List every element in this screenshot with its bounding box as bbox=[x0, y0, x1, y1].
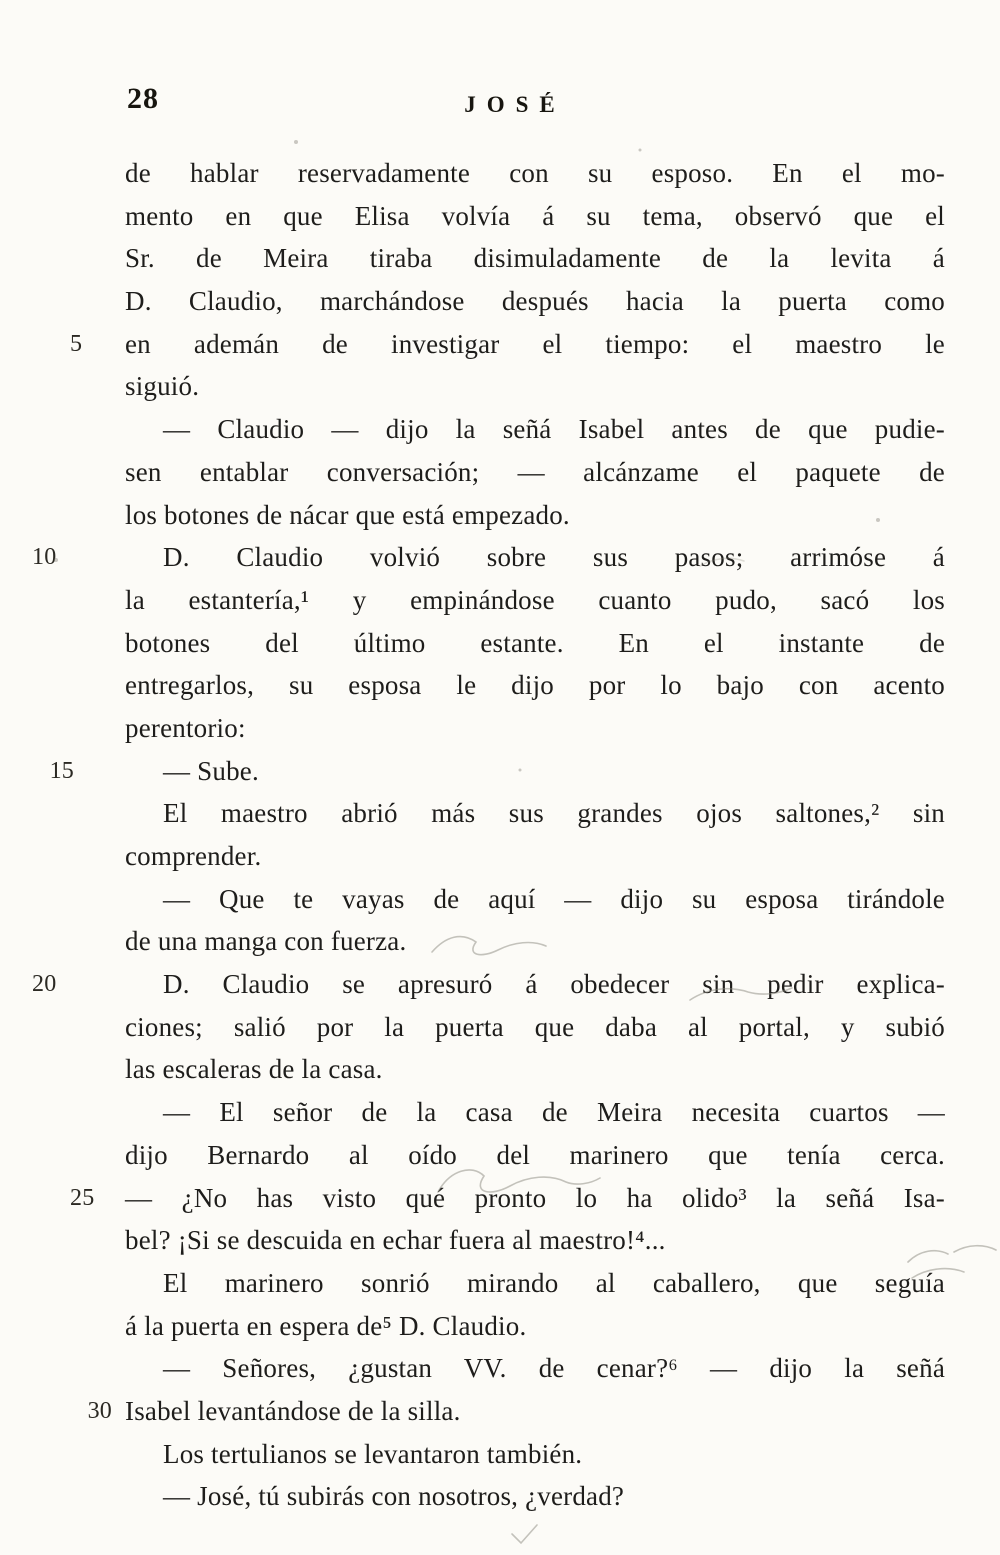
margin-line-number: 15 bbox=[49, 757, 74, 784]
line-text: bel? ¡Si se descuida en echar fuera al maestro!⁴... bbox=[125, 1225, 666, 1256]
line-text: ciones; salió por la puerta que daba al portal, y subió bbox=[125, 1011, 945, 1042]
line-text: botones del último estante. En el instante de bbox=[125, 627, 945, 658]
text-line bbox=[32, 963, 945, 1006]
line-text: — El señor de la casa de Meira necesita cuartos — bbox=[163, 1097, 945, 1128]
line-text: dijo Bernardo al oído del marinero que tenía cerca. bbox=[125, 1139, 945, 1170]
text-line bbox=[125, 1006, 945, 1049]
line-text: sen entablar conversación; — alcánzame el paquete de bbox=[125, 456, 945, 487]
line-text: — ¿No has visto qué pronto lo ha olido³ la señá Isa- bbox=[125, 1182, 945, 1213]
text-line bbox=[87, 1390, 945, 1433]
text-line bbox=[125, 622, 945, 665]
line-text: D. Claudio volvió sobre sus pasos; arrimóse á bbox=[163, 542, 945, 573]
text-line bbox=[125, 1433, 945, 1476]
line-text: perentorio: bbox=[125, 712, 246, 743]
text-line bbox=[125, 451, 945, 494]
ink-speck bbox=[294, 140, 298, 144]
text-line bbox=[125, 664, 945, 707]
margin-line-number: 5 bbox=[70, 330, 83, 357]
text-line bbox=[125, 1048, 945, 1091]
text-line bbox=[125, 365, 945, 408]
text-line bbox=[125, 280, 945, 323]
text-line bbox=[125, 1262, 945, 1305]
text-line bbox=[125, 920, 945, 963]
text-line bbox=[125, 707, 945, 750]
line-text: D. Claudio se apresuró á obedecer sin pedir explica- bbox=[163, 969, 945, 1000]
line-text: — José, tú subirás con nosotros, ¿verdad? bbox=[163, 1481, 625, 1512]
text-line bbox=[125, 152, 945, 195]
line-text: — Que te vayas de aquí — dijo su esposa tirándole bbox=[163, 883, 945, 914]
text-line bbox=[125, 1219, 945, 1262]
line-text: entregarlos, su esposa le dijo por lo bajo con acento bbox=[125, 670, 945, 701]
text-line bbox=[49, 750, 945, 793]
text-line bbox=[125, 1347, 945, 1390]
margin-line-number: 20 bbox=[32, 971, 57, 998]
line-text: siguió. bbox=[125, 371, 200, 402]
text-line bbox=[125, 494, 945, 537]
margin-line-number: 30 bbox=[87, 1397, 112, 1424]
margin-line-number: 25 bbox=[70, 1184, 95, 1211]
text-line bbox=[70, 1177, 945, 1220]
line-text: mento en que Elisa volvía á su tema, observó que el bbox=[125, 200, 945, 231]
page-header-title: JOSÉ bbox=[464, 92, 566, 117]
line-text: El maestro abrió más sus grandes ojos saltones,² sin bbox=[163, 798, 945, 829]
line-text: — Señores, ¿gustan VV. de cenar?⁶ — dijo la señá bbox=[163, 1353, 945, 1384]
line-text: Sr. de Meira tiraba disimuladamente de la levita á bbox=[125, 243, 945, 274]
line-text: Isabel levantándose de la silla. bbox=[125, 1395, 461, 1426]
line-text: — Claudio — dijo la señá Isabel antes de que pudie- bbox=[163, 414, 945, 445]
page-number: 28 bbox=[127, 82, 159, 115]
text-line bbox=[70, 323, 945, 366]
text-line bbox=[125, 1091, 945, 1134]
text-line bbox=[125, 878, 945, 921]
line-text: Los tertulianos se levantaron también. bbox=[163, 1438, 583, 1469]
text-line bbox=[125, 1475, 945, 1518]
line-text: las escaleras de la casa. bbox=[125, 1054, 383, 1085]
line-text: los botones de nácar que está empezado. bbox=[125, 499, 570, 530]
text-line bbox=[125, 1134, 945, 1177]
text-line bbox=[125, 792, 945, 835]
text-line bbox=[125, 195, 945, 238]
margin-line-number: 10 bbox=[32, 544, 57, 571]
text-line bbox=[125, 835, 945, 878]
line-text: de hablar reservadamente con su esposo. En el mo- bbox=[125, 158, 945, 188]
line-text: comprender. bbox=[125, 841, 262, 871]
text-line bbox=[125, 237, 945, 280]
text-line bbox=[125, 1305, 945, 1348]
line-text: D. Claudio, marchándose después hacia la puerta como bbox=[125, 286, 945, 317]
text-line bbox=[32, 536, 945, 579]
line-text: la estantería,¹ y empinándose cuanto pudo, sacó los bbox=[125, 584, 945, 615]
line-text: de una manga con fuerza. bbox=[125, 926, 407, 957]
line-text: en ademán de investigar el tiempo: el maestro le bbox=[125, 328, 945, 359]
text-line bbox=[125, 408, 945, 451]
line-text: á la puerta en espera de⁵ D. Claudio. bbox=[125, 1310, 527, 1341]
line-text: El marinero sonrió mirando al caballero, que seguía bbox=[163, 1267, 945, 1298]
line-text: — Sube. bbox=[163, 755, 259, 786]
page-body-text bbox=[32, 152, 945, 1518]
text-line bbox=[125, 579, 945, 622]
pencil-scribble bbox=[512, 1525, 537, 1543]
